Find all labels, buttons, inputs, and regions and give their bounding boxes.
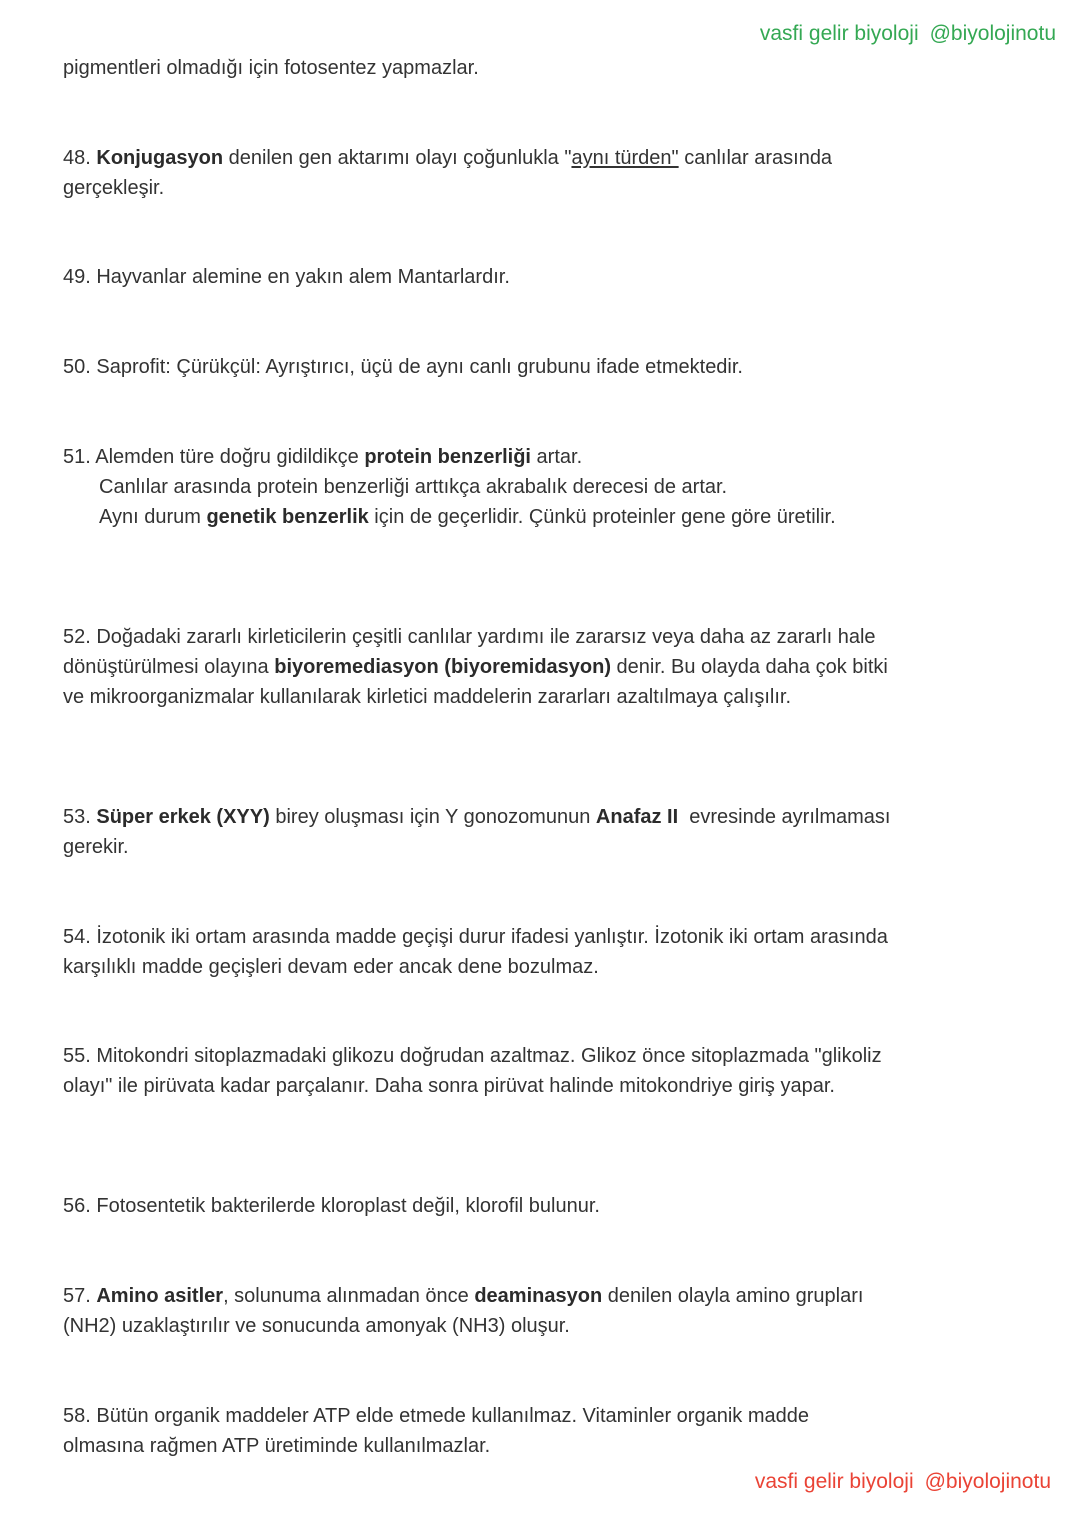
p55-text: 55. Mitokondri sitoplazmadaki glikozu doğrudan azaltmaz. Glikoz önce sitoplazmada "glikoliz olayı" ile pirüvata kadar parçalanır. Daha sonra pirüvat halinde mitokondriye giriş yapar. xyxy=(63,1045,882,1097)
p53-number: 53. xyxy=(63,806,97,828)
paragraph-49 xyxy=(63,262,893,292)
watermark-name: vasfi gelir biyoloji xyxy=(754,1470,914,1493)
watermark-name: vasfi gelir biyoloji xyxy=(759,22,919,45)
paragraph-56 xyxy=(63,1191,893,1221)
p50-text: 50. Saprofit: Çürükçül: Ayrıştırıcı, üçü de aynı canlı grubunu ifade etmektedir. xyxy=(63,356,743,378)
p53-bold-2: Anafaz II xyxy=(595,806,679,828)
paragraph-54 xyxy=(63,922,893,982)
p57-text-1: , solunuma alınmadan önce xyxy=(223,1285,475,1307)
p47-text: pigmentleri olmadığı için fotosentez yapmazlar. xyxy=(63,57,479,79)
p48-bold: Konjugasyon xyxy=(96,147,224,169)
paragraph-47 xyxy=(63,53,893,83)
p48-underlined: aynı türden" xyxy=(571,147,679,169)
header-watermark xyxy=(760,21,1056,47)
p51-line3-post: için de geçerlidir. Çünkü proteinler gene göre üretilir. xyxy=(368,506,836,528)
p51-line2: Canlılar arasında protein benzerliği arttıkça akrabalık derecesi de artar. xyxy=(99,476,728,498)
watermark-handle: @biyolojinotu xyxy=(924,1470,1051,1493)
p57-bold-1: Amino asitler xyxy=(96,1285,224,1307)
watermark-handle: @biyolojinotu xyxy=(929,22,1056,45)
paragraph-57 xyxy=(63,1281,893,1341)
p51-line1-bold: protein benzerliği xyxy=(364,446,531,468)
p51-line3-bold: genetik benzerlik xyxy=(206,506,369,528)
p58-text: 58. Bütün organik maddeler ATP elde etmede kullanılmaz. Vitaminler organik madde olmasına rağmen ATP üretiminde kullanılmazlar. xyxy=(63,1405,809,1457)
p51-line3-pre: Aynı durum xyxy=(99,506,207,528)
p57-text-2: denilen olayla amino grupları (NH2) uzaklaştırılır ve sonucunda amonyak (NH3) oluşur. xyxy=(63,1285,864,1337)
paragraph-53 xyxy=(63,802,897,862)
p48-text-2: canlılar arasında gerçekleşir. xyxy=(63,147,833,199)
paragraph-52 xyxy=(63,622,893,712)
p56-text: 56. Fotosentetik bakterilerde kloroplast değil, klorofil bulunur. xyxy=(63,1195,600,1217)
paragraph-48 xyxy=(63,143,893,203)
p52-text-1: 52. Doğadaki zararlı kirleticilerin çeşitli canlılar yardımı ile zararsız veya daha az zararlı hale dönüştürülmesi olayına xyxy=(63,626,876,678)
p54-text: 54. İzotonik iki ortam arasında madde geçişi durur ifadesi yanlıştır. İzotonik iki ortam arasında karşılıklı madde geçişleri devam eder ancak dene bozulmaz. xyxy=(63,926,888,978)
p51-line1-pre: 51. Alemden türe doğru gidildikçe xyxy=(63,446,365,468)
p48-number: 48. xyxy=(63,147,91,169)
footer-watermark xyxy=(755,1469,1051,1495)
p53-text-2: evresinde ayrılmaması gerekir. xyxy=(63,806,897,858)
p49-text: 49. Hayvanlar alemine en yakın alem Mantarlardır. xyxy=(63,266,510,288)
p48-text-1: denilen gen aktarımı olayı çoğunlukla " xyxy=(223,147,572,169)
p51-line1-post: artar. xyxy=(531,446,583,468)
paragraph-50 xyxy=(63,352,893,382)
p57-bold-2: deaminasyon xyxy=(474,1285,603,1307)
paragraph-55 xyxy=(63,1041,893,1101)
paragraph-58 xyxy=(63,1401,893,1461)
p53-bold-1: Süper erkek (XYY) xyxy=(96,806,270,828)
p52-bold: biyoremediasyon (biyoremidasyon) xyxy=(274,656,611,678)
p53-text-1: birey oluşması için Y gonozomunun xyxy=(269,806,596,828)
p52-text-2: denir. Bu olayda daha çok bitki ve mikroorganizmalar kullanılarak kirletici maddelerin zararları azaltılmaya çalışılır. xyxy=(63,656,888,708)
p57-number: 57. xyxy=(63,1285,97,1307)
paragraph-51 xyxy=(63,442,893,532)
